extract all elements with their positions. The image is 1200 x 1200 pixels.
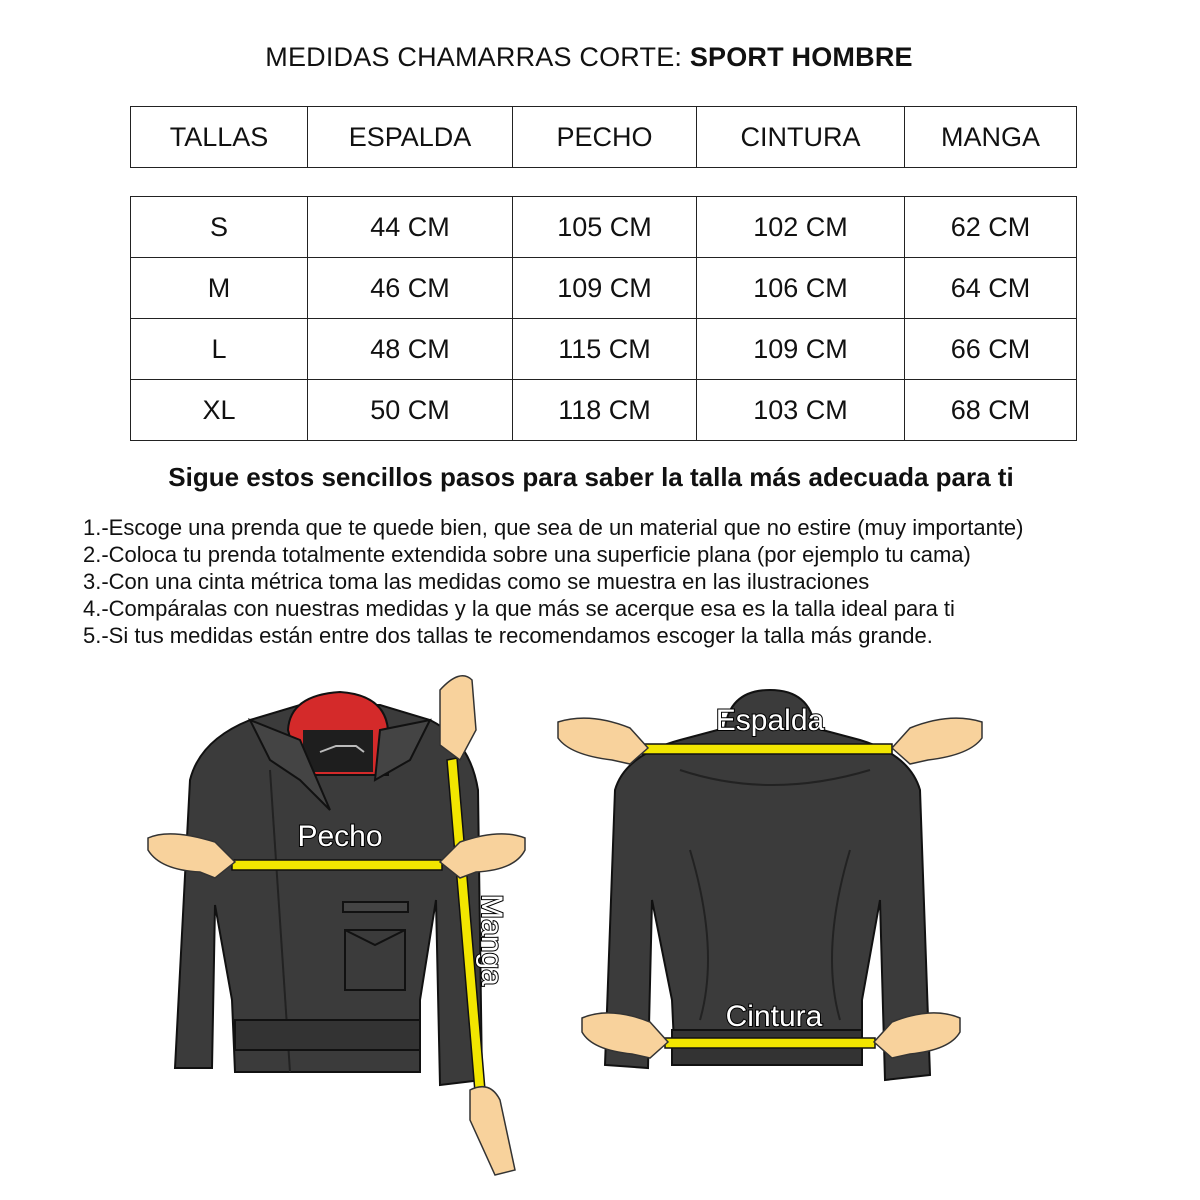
header-manga: MANGA [905, 107, 1077, 168]
measurement-illustration [0, 660, 1200, 1200]
header-espalda: ESPALDA [308, 107, 513, 168]
header-pecho: PECHO [513, 107, 697, 168]
cell-manga: 62 CM [905, 197, 1077, 258]
size-table-header [130, 106, 1077, 168]
instructions-list [83, 514, 1024, 649]
front-jacket-illustration [175, 692, 482, 1085]
cell-manga: 64 CM [905, 258, 1077, 319]
table-row [131, 197, 1077, 258]
cell-espalda: 46 CM [308, 258, 513, 319]
cell-pecho: 115 CM [513, 319, 697, 380]
step-4: 4.-Compáralas con nuestras medidas y la que más se acerque esa es la talla ideal para ti [83, 596, 955, 621]
chest-tape [232, 860, 442, 870]
waist-label: Cintura [725, 1000, 823, 1033]
waist-tape [665, 1038, 875, 1048]
step-3: 3.-Con una cinta métrica toma las medidas como se muestra en las ilustraciones [83, 569, 870, 594]
back-tape [640, 744, 892, 754]
cell-pecho: 105 CM [513, 197, 697, 258]
table-row [131, 319, 1077, 380]
table-row [131, 380, 1077, 441]
instructions-heading: Sigue estos sencillos pasos para saber la talla más adecuada para ti [168, 462, 1014, 492]
cell-espalda: 44 CM [308, 197, 513, 258]
step-5: 5.-Si tus medidas están entre dos tallas te recomendamos escoger la talla más grande. [83, 623, 933, 648]
cell-espalda: 50 CM [308, 380, 513, 441]
cell-manga: 66 CM [905, 319, 1077, 380]
step-1: 1.-Escoge una prenda que te quede bien, que sea de un material que no estire (muy importante) [83, 515, 1024, 540]
title-prefix: MEDIDAS CHAMARRAS CORTE: [265, 42, 683, 72]
cell-pecho: 118 CM [513, 380, 697, 441]
cell-cintura: 106 CM [697, 258, 905, 319]
cell-cintura: 109 CM [697, 319, 905, 380]
cell-pecho: 109 CM [513, 258, 697, 319]
cell-cintura: 102 CM [697, 197, 905, 258]
cell-size: XL [131, 380, 308, 441]
page-title [0, 42, 1178, 73]
size-table [130, 196, 1077, 441]
table-row [131, 258, 1077, 319]
chest-label: Pecho [297, 820, 383, 853]
header-tallas: TALLAS [131, 107, 308, 168]
cell-manga: 68 CM [905, 380, 1077, 441]
step-2: 2.-Coloca tu prenda totalmente extendida sobre una superficie plana (por ejemplo tu cama) [83, 542, 971, 567]
cell-size: L [131, 319, 308, 380]
sleeve-label: Manga [475, 894, 508, 986]
header-cintura: CINTURA [697, 107, 905, 168]
cell-size: S [131, 197, 308, 258]
back-label: Espalda [715, 704, 825, 737]
cell-cintura: 103 CM [697, 380, 905, 441]
cell-espalda: 48 CM [308, 319, 513, 380]
cell-size: M [131, 258, 308, 319]
title-cut-name: SPORT HOMBRE [689, 42, 913, 72]
